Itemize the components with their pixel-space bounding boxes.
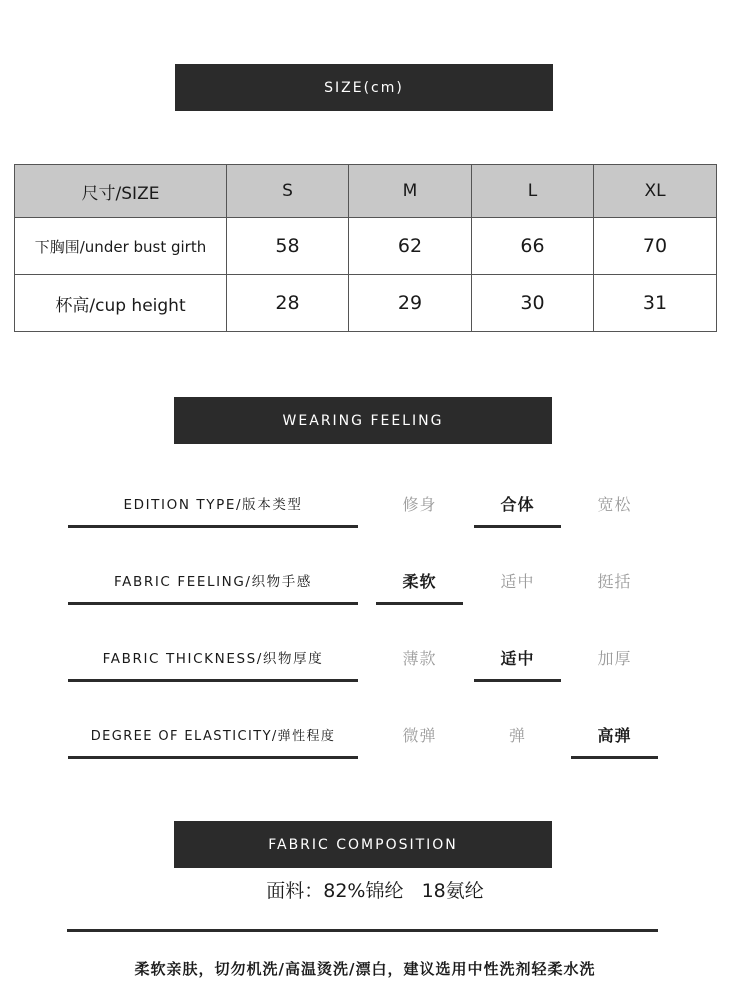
feel-option: 适中	[500, 571, 535, 591]
table-row	[15, 275, 717, 332]
table-cell: 66	[472, 218, 594, 275]
fabric-section-title: FABRIC COMPOSITION	[268, 836, 458, 853]
feel-option: 修身	[402, 494, 437, 514]
feel-option: 弹	[508, 725, 526, 745]
table-cell: 31	[594, 275, 717, 332]
table-cell: 28	[227, 275, 349, 332]
feel-option: 加厚	[597, 648, 632, 668]
size-header-xl: XL	[594, 165, 717, 218]
feel-option: 适中	[474, 637, 561, 677]
table-cell: 29	[349, 275, 472, 332]
wearing-section-title: WEARING FEELING	[282, 412, 444, 429]
feel-option: 高弹	[571, 714, 658, 754]
size-header-l: L	[472, 165, 594, 218]
feel-underline	[68, 525, 358, 528]
size-header-m: M	[349, 165, 472, 218]
fabric-section-banner	[174, 821, 552, 868]
table-cell: 70	[594, 218, 717, 275]
feel-option: 薄款	[402, 648, 437, 668]
feel-label: EDITION TYPE/版本类型	[123, 497, 303, 513]
row-label-under-bust: 下胸围/under bust girth	[15, 218, 227, 275]
feel-option: 柔软	[376, 560, 463, 600]
feel-label: DEGREE OF ELASTICITY/弹性程度	[90, 728, 336, 744]
size-section-banner	[175, 64, 553, 111]
size-table	[14, 164, 717, 332]
feel-row-elasticity	[0, 714, 750, 774]
feel-option: 挺括	[597, 571, 632, 591]
feel-option: 宽松	[597, 494, 632, 514]
feel-row-fabric-feeling	[0, 560, 750, 620]
feel-label: FABRIC THICKNESS/织物厚度	[102, 651, 324, 667]
size-header-s: S	[227, 165, 349, 218]
section-divider	[67, 929, 658, 932]
table-cell: 30	[472, 275, 594, 332]
size-table-header-row	[15, 165, 717, 218]
feel-underline	[68, 756, 358, 759]
feel-option: 微弹	[402, 725, 437, 745]
size-section-title: SIZE(cm)	[324, 79, 404, 96]
feel-underline	[68, 679, 358, 682]
row-label-cup-height: 杯高/cup height	[15, 275, 227, 332]
care-instructions: 柔软亲肤，切勿机洗/高温烫洗/漂白，建议选用中性洗剂轻柔水洗	[134, 960, 596, 978]
fabric-composition-text: 面料：82%锦纶 18氨纶	[266, 880, 484, 902]
table-cell: 58	[227, 218, 349, 275]
table-cell: 62	[349, 218, 472, 275]
wearing-section-banner	[174, 397, 552, 444]
feel-option: 合体	[474, 483, 561, 523]
table-row	[15, 218, 717, 275]
feel-row-fabric-thickness	[0, 637, 750, 697]
size-header-label: 尺寸/SIZE	[15, 165, 227, 218]
feel-label: FABRIC FEELING/织物手感	[114, 574, 312, 590]
feel-row-edition-type	[0, 483, 750, 543]
feel-underline	[68, 602, 358, 605]
